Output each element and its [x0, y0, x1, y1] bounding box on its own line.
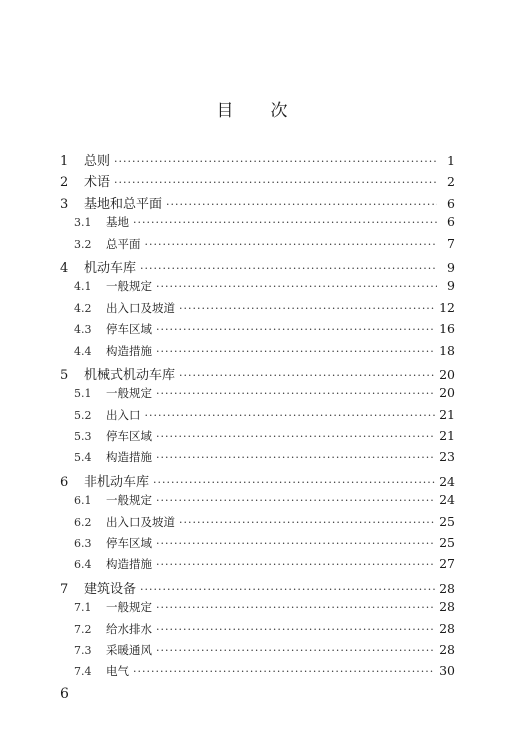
toc-entry-6-4[interactable]: [60, 556, 455, 577]
toc-entry-page: 28: [439, 580, 455, 596]
toc-entry-title: 出入口及坡道: [106, 514, 175, 529]
toc-entry-title: 出入口及坡道: [106, 300, 175, 315]
toc-entry-2[interactable]: [60, 171, 455, 192]
toc-entry-number: 6.3: [74, 537, 92, 551]
toc-entry-page: 28: [439, 620, 455, 636]
toc-dot-leader: [145, 238, 438, 251]
toc-entry-number: 5.4: [74, 451, 92, 465]
toc-entry-5-1[interactable]: [60, 385, 455, 406]
toc-entry-title: 建筑设备: [84, 581, 137, 597]
toc-entry-5-3[interactable]: [60, 428, 455, 449]
toc-dot-leader: [114, 155, 437, 168]
toc-dot-leader: [156, 601, 435, 614]
toc-entry-title: 停车区域: [106, 322, 152, 337]
toc-entry-title: 机动车库: [84, 260, 137, 276]
toc-entry-7-2[interactable]: [60, 621, 455, 642]
toc-entry-page: 6: [447, 214, 455, 230]
toc-entry-6-3[interactable]: [60, 535, 455, 556]
toc-entry-title: 总平面: [106, 236, 141, 251]
toc-entry-title: 一般规定: [106, 386, 152, 401]
toc-entry-number: 4.3: [74, 323, 92, 337]
toc-dot-leader: [156, 494, 435, 507]
toc-dot-leader: [156, 345, 435, 358]
toc-entry-page: 28: [439, 641, 455, 657]
toc-entry-page: 9: [447, 278, 455, 294]
toc-entry-number: 7.2: [74, 622, 92, 636]
toc-entry-number: 5.3: [74, 430, 92, 444]
toc-entry-4-1[interactable]: [60, 278, 455, 299]
toc-dot-leader: [145, 409, 436, 422]
toc-dot-leader: [156, 387, 435, 400]
toc-entry-title: 机械式机动车库: [84, 367, 176, 383]
toc-entry-number: 7: [60, 581, 69, 597]
toc-dot-leader: [179, 369, 435, 382]
toc-entry-number: 7.4: [74, 665, 92, 679]
title-char-2: 次: [270, 101, 289, 121]
toc-entry-5-2[interactable]: [60, 407, 455, 428]
table-of-contents: [60, 150, 455, 685]
toc-dot-leader: [156, 430, 435, 443]
toc-entry-3[interactable]: [60, 193, 455, 214]
toc-entry-5[interactable]: [60, 364, 455, 385]
toc-dot-leader: [156, 644, 435, 657]
toc-entry-4-4[interactable]: [60, 343, 455, 364]
toc-entry-title: 基地和总平面: [84, 196, 163, 212]
toc-entry-1[interactable]: [60, 150, 455, 171]
toc-entry-title: 基地: [106, 215, 129, 230]
toc-entry-7-3[interactable]: [60, 642, 455, 663]
title-char-1: 目: [216, 101, 235, 121]
toc-entry-4-3[interactable]: [60, 321, 455, 342]
toc-dot-leader: [179, 516, 435, 529]
toc-entry-title: 非机动车库: [84, 474, 150, 490]
toc-dot-leader: [140, 262, 437, 275]
toc-entry-page: 30: [439, 663, 455, 679]
toc-entry-page: 20: [439, 366, 455, 382]
toc-entry-4[interactable]: [60, 257, 455, 278]
toc-entry-title: 电气: [106, 664, 129, 679]
toc-entry-number: 5: [60, 367, 69, 383]
toc-dot-leader: [156, 280, 437, 293]
toc-entry-7-4[interactable]: [60, 663, 455, 684]
toc-entry-page: 2: [447, 174, 455, 190]
toc-entry-title: 构造措施: [106, 450, 152, 465]
toc-entry-page: 25: [439, 513, 455, 529]
toc-entry-6-1[interactable]: [60, 492, 455, 513]
toc-entry-page: 23: [439, 449, 455, 465]
toc-entry-page: 24: [439, 492, 455, 508]
toc-entry-page: 9: [447, 259, 455, 275]
toc-entry-number: 3.1: [74, 216, 92, 230]
toc-dot-leader: [156, 323, 435, 336]
toc-entry-6-2[interactable]: [60, 514, 455, 535]
toc-entry-title: 构造措施: [106, 557, 152, 572]
toc-entry-number: 7.1: [74, 601, 92, 615]
toc-entry-number: 6.1: [74, 494, 92, 508]
toc-entry-number: 1: [60, 154, 69, 169]
toc-entry-number: 4: [60, 260, 69, 276]
toc-entry-7-1[interactable]: [60, 599, 455, 620]
toc-dot-leader: [156, 558, 435, 571]
toc-entry-page: 6: [447, 195, 455, 211]
toc-entry-title: 一般规定: [106, 493, 152, 508]
footer-page-number: 6: [60, 686, 69, 702]
toc-entry-page: 18: [439, 342, 455, 358]
toc-dot-leader: [156, 451, 435, 464]
toc-entry-number: 6: [60, 474, 69, 490]
toc-dot-leader: [133, 665, 435, 678]
toc-dot-leader: [156, 537, 435, 550]
toc-dot-leader: [133, 216, 437, 229]
toc-dot-leader: [114, 176, 437, 189]
toc-entry-3-2[interactable]: [60, 236, 455, 257]
toc-entry-page: 1: [447, 153, 455, 168]
toc-entry-page: 20: [439, 385, 455, 401]
toc-entry-page: 7: [447, 235, 455, 251]
toc-entry-number: 4.2: [74, 301, 92, 315]
toc-entry-page: 24: [439, 473, 455, 489]
toc-entry-number: 4.1: [74, 280, 92, 294]
toc-entry-page: 28: [439, 599, 455, 615]
toc-entry-title: 术语: [84, 175, 111, 191]
toc-entry-title: 一般规定: [106, 600, 152, 615]
toc-entry-page: 21: [439, 428, 455, 444]
toc-entry-number: 6.4: [74, 558, 92, 572]
toc-entry-number: 7.3: [74, 643, 92, 657]
toc-entry-page: 16: [439, 321, 455, 337]
toc-entry-number: 3: [60, 196, 69, 212]
toc-entry-5-4[interactable]: [60, 449, 455, 470]
toc-entry-title: 一般规定: [106, 279, 152, 294]
toc-entry-title: 采暖通风: [106, 642, 152, 657]
toc-entry-6[interactable]: [60, 471, 455, 492]
toc-entry-page: 12: [439, 299, 455, 315]
toc-entry-title: 出入口: [106, 407, 141, 422]
toc-entry-number: 5.2: [74, 408, 92, 422]
toc-entry-title: 停车区域: [106, 536, 152, 551]
toc-entry-number: 5.1: [74, 387, 92, 401]
toc-entry-title: 给水排水: [106, 621, 152, 636]
toc-entry-3-1[interactable]: [60, 214, 455, 235]
toc-entry-number: 2: [60, 175, 69, 191]
toc-entry-page: 21: [439, 406, 455, 422]
toc-entry-title: 总则: [84, 154, 111, 169]
toc-entry-4-2[interactable]: [60, 300, 455, 321]
toc-dot-leader: [179, 302, 435, 315]
toc-entry-title: 构造措施: [106, 343, 152, 358]
toc-dot-leader: [140, 583, 435, 596]
toc-entry-page: 27: [439, 556, 455, 572]
toc-entry-number: 3.2: [74, 237, 92, 251]
toc-entry-7[interactable]: [60, 578, 455, 599]
toc-entry-page: 25: [439, 535, 455, 551]
toc-entry-number: 6.2: [74, 515, 92, 529]
page-title: [0, 96, 505, 121]
toc-dot-leader: [166, 198, 437, 211]
toc-entry-number: 4.4: [74, 344, 92, 358]
toc-entry-title: 停车区域: [106, 429, 152, 444]
toc-dot-leader: [153, 476, 435, 489]
toc-dot-leader: [156, 623, 435, 636]
